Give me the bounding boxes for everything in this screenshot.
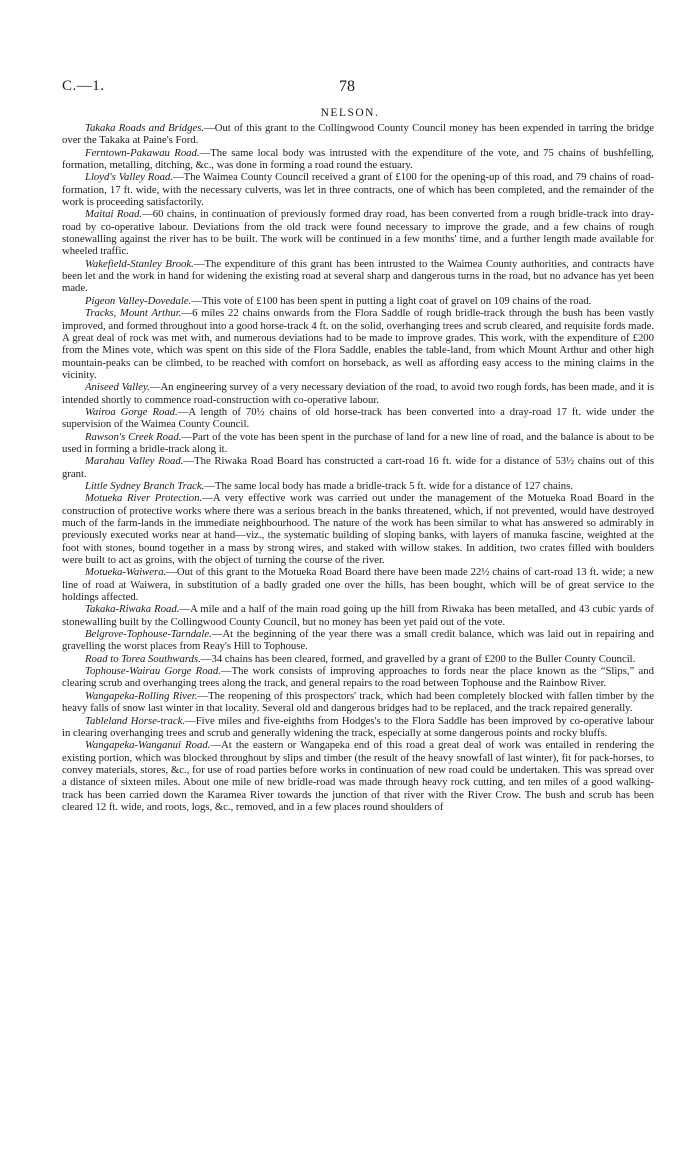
paragraph-text: —The Waimea County Council received a grant of £100 for the opening-up of this road, and 79 chains of road-formation, 17 ft. wide, with the necessary culverts, was let in three contracts, one of which has been completed, and the remainder of the work is proceeding satisfactorily. [62, 171, 654, 209]
paragraph [62, 653, 654, 665]
paragraph-title: Wangapeka-Rolling River. [85, 689, 198, 702]
paragraph-text: —Five miles and five-eighths from Hodges's to the Flora Saddle has been improved by co-operative labour in clearing overhanging trees and scrub and generally widening the track, especially at some dangerous points and rocky bluffs. [62, 714, 654, 739]
paragraph-text: —The reopening of this prospectors' track, which had been completely blocked with fallen timber by the heavy falls of snow last winter in that locality. Several old and dangerous bridges had to be replaced, and the track repaired generally. [62, 689, 654, 715]
paragraph [62, 258, 654, 295]
paragraph [62, 381, 654, 406]
document-body [62, 122, 654, 813]
paragraph-text: —A very effective work was carried out under the management of the Motueka Road Board in the construction of protective works where there was a serious breach in the banks threatened, which, if not prevented, would have destroyed much of the farm-lands in the immediate neighbourhood. The nature of the work has been similar to what has answered so admirably in previously executed works near at hand—viz., the systematic building of sloping banks, with layers of manuka fascine, weighted at the foot with stones, bound together in a mass by strong wires, and staked with willow stakes. In addition, two crates filled with boulders were built to act as groins, with the object of turning the course of the river. [62, 492, 654, 567]
paragraph [62, 665, 654, 690]
paragraph-title: Little Sydney Branch Track. [85, 479, 205, 492]
paragraph-text: —Out of this grant to the Motueka Road Board there have been made 22½ chains of cart-road 13 ft. wide; a new line of road at Waiwera, in substitution of a badly graded one over the hills, has been bought, which will be of great service to the holdings affected. [62, 566, 654, 604]
paragraph [62, 208, 654, 257]
paragraph-title: Wangapeka-Wanganui Road. [85, 739, 211, 752]
paragraph-title: Tophouse-Wairau Gorge Road. [85, 665, 221, 678]
paragraph-title: Lloyd's Valley Road. [85, 171, 173, 184]
paragraph-title: Aniseed Valley. [85, 381, 150, 394]
paragraph-title: Motueka River Protection. [85, 492, 203, 505]
paragraph-title: Maitai Road. [85, 208, 143, 221]
paragraph-text: —Out of this grant to the Collingwood County Council money has been expended in tarring the bridge over the Takaka at Paine's Ford. [62, 122, 654, 147]
paragraph-title: Belgrove-Tophouse-Tarndale. [85, 628, 212, 641]
paragraph [62, 431, 654, 456]
paragraph-text: —An engineering survey of a very necessary deviation of the road, to avoid two rough fords, has been made, and it is intended shortly to commence road-construction with co-operative labour. [62, 381, 655, 406]
paragraph-title: Pigeon Valley-Dovedale. [85, 294, 192, 307]
paragraph-text: —A length of 70½ chains of old horse-track has been converted into a dray-road 17 ft. wide under the supervision of the Waimea County Council. [62, 405, 654, 431]
page-number: 78 [339, 78, 355, 95]
paragraph-title: Motueka-Waiwera. [85, 566, 167, 579]
paragraph-title: Rawson's Creek Road. [85, 430, 182, 443]
paragraph-title: Takaka-Riwaka Road. [85, 603, 180, 616]
paragraph-title: Road to Torea Southwards. [85, 652, 201, 665]
paragraph-text: —This vote of £100 has been spent in putting a light coat of gravel on 109 chains of the road. [191, 294, 592, 307]
paragraph-text: —34 chains has been cleared, formed, and gravelled by a grant of £200 to the Buller County Council. [200, 652, 636, 665]
section-title: NELSON. [320, 107, 380, 119]
paragraph [62, 603, 654, 628]
paragraph [62, 307, 654, 381]
paragraph-text: —At the eastern or Wangapeka end of this road a great deal of work was entailed in rendering the existing portion, which was blocked throughout by slips and timber (the result of the heavy snowfall of last winter), fit for pack-horses, to convey materials, stores, &c., for use of road parties before works in continuation of new road could be undertaken. This was spread over a distance of sixteen miles. About one mile of new bridle-road was made through heavy rock cutting, and ten miles of a good walking-track has been carried down the Karamea River towards the junction of that river with the River Crow. The bush and scrub has been cleared 12 ft. wide, and roots, logs, &c., removed, and in a few places round shoulders of [62, 739, 654, 813]
paragraph [62, 628, 654, 653]
paragraph [62, 406, 654, 431]
paragraph [62, 295, 654, 307]
paragraph-text: —The same local body was intrusted with the expenditure of the vote, and 75 chains of bushfelling, formation, metalling, ditching, &c., was done in forming a road round the estuary. [62, 146, 654, 172]
paragraph-text: —6 miles 22 chains onwards from the Flora Saddle of rough bridle-track through the bush has been vastly improved, and formed throughout into a good horse-track 4 ft. on the solid, overhanging trees and scrub cleared, and requisite fords made. A great deal of rock was met with, and numerous deviations had to be made to improve grades. This work, with the expenditure of £200 from the Mines vote, which was spent on this side of the Flora Saddle, enables the table-land, from which Mount Arthur and other high mountain-peaks can be climbed, to be reached with comfort on horseback, as well as affording easy access to the mining claims in the vicinity. [62, 307, 655, 381]
paragraph [62, 171, 654, 208]
paragraph [62, 147, 654, 172]
paragraph [62, 715, 654, 740]
paragraph [62, 690, 654, 715]
paragraph-text: —The work consists of improving approaches to fords near the place known as the “Slips,” and clearing scrub and overhanging trees along the track, and general repairs to the road between Tophouse and the Rainbow River. [62, 665, 654, 690]
paragraph [62, 122, 654, 147]
paragraph [62, 566, 654, 603]
paragraph-text: —The Riwaka Road Board has constructed a cart-road 16 ft. wide for a distance of 53½ chains out of this grant. [62, 455, 654, 480]
paragraph-text: —A mile and a half of the main road going up the hill from Riwaka has been metalled, and 43 cubic yards of stonewalling built by the Collingwood County Council, but no money has been yet paid out of the vote. [62, 603, 654, 628]
paragraph-title: Ferntown-Pakawau Road. [85, 146, 200, 159]
paragraph [62, 455, 654, 480]
paragraph-title: Wakefield-Stanley Brook. [85, 257, 194, 270]
paragraph-title: Wairoa Gorge Road. [85, 405, 178, 418]
paragraph-text: —The expenditure of this grant has been intrusted to the Waimea County authorities, and contracts have been let and the work in hand for widening the existing road at several sharp and dangerous turns in the road, but no advance has yet been made. [62, 257, 654, 295]
paragraph-title: Marahau Valley Road. [85, 455, 184, 468]
paragraph [62, 480, 654, 492]
paragraph-text: —The same local body has made a bridle-track 5 ft. wide for a distance of 127 chains. [204, 479, 573, 492]
paragraph-title: Tracks, Mount Arthur. [85, 307, 182, 320]
paragraph-title: Tableland Horse-track. [85, 714, 186, 727]
paragraph-text: —At the beginning of the year there was a small credit balance, which was laid out in repairing and gravelling the worst places from Reay's Hill to Tophouse. [62, 628, 654, 653]
paragraph-title: Takaka Roads and Bridges. [85, 122, 205, 134]
paragraph-text: —60 chains, in continuation of previously formed dray road, has been converted from a rough bridle-track into dray-road by co-operative labour. Deviations from the old track were found necessary to improve the grade, and a few chains of rough stonewalling against the river has to be built. The work will be continued in a few months' time, and a further length made available for wheeled traffic. [62, 208, 654, 258]
paragraph-text: —Part of the vote has been spent in the purchase of land for a new line of road, and the balance is about to be used in forming a bridle-track along it. [62, 430, 654, 455]
page-header-reference: C.—1. [62, 78, 105, 94]
paragraph [62, 492, 654, 566]
paragraph [62, 739, 654, 813]
